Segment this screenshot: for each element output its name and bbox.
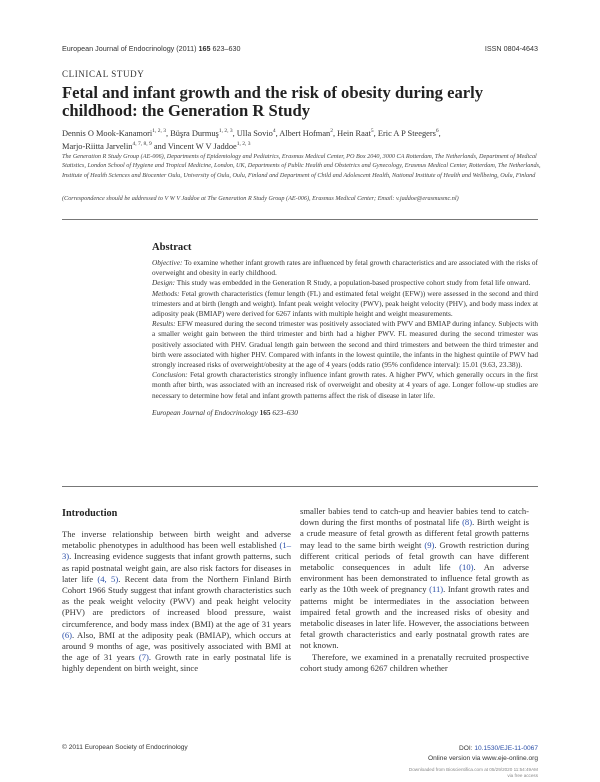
divider-top	[62, 219, 538, 220]
intro-paragraph-2: Therefore, we examined in a prenatally recruited prospective cohort study among 6267 children whether	[300, 651, 529, 673]
abstract-objective: Objective: To examine whether infant growth rates are influenced by fetal growth characteristics and are associated with the risks of overweight and obesity in early childhood.	[152, 258, 538, 278]
ref-link[interactable]: (10)	[459, 562, 474, 573]
footer-copyright: © 2011 European Society of Endocrinology	[62, 744, 188, 751]
abstract-design: Design: This study was embedded in the Generation R Study, a population-based prospective cohort study from fetal life onward.	[152, 278, 531, 288]
footer-doi-block: DOI: 10.1530/EJE-11-0067 Online version via www.eje-online.org	[428, 745, 538, 762]
abstract-conclusion: Conclusion: Fetal growth characteristics strongly influence infant growth rates. A higher PWV, which generally occurs in the first month after birth, was associated with an increased risk of overweight and obesity at 4 years of age. Longer follow-up studies are necessary to determine how fetal and infant growth patterns affect the risk of disease in later life.	[152, 370, 538, 400]
author-list: Dennis O Mook-Kanamori$^{1, 2, 3}$, Büşra Durmuş$^{1, 2, 3}$, Ulla Sovio$^4$, Albert Hofman$^2$, Hein Raat$^5$, Eric A P Steegers$^6$, Marjo-Riitta Jarvelin$^{4, 7, 8, 9}$ and Vincent W V Jaddoe$^{1, 2, 3}$	[62, 128, 441, 152]
download-stamp: Downloaded from Bioscientifica.com at 05/29/2020 11:54:49AM via free access	[408, 767, 538, 778]
correspondence-note: (Correspondence should be addressed to V W V Jaddoe at The Generation R Study Group (AE-006), Erasmus Medical Center; Email: v.jaddoe@erasmusmc.nl)	[62, 195, 459, 202]
intro-column-left: The inverse relationship between birth weight and adverse metabolic phenotypes in adulthood has been well established (1–3). Increasing evidence suggests that infant growth patterns, such as rapid postnatal weight gain, are also risk factors for diseases in later life (4, 5). Recent data from the Northern Finland Birth Cohort 1966 Study suggest that infant growth characteristics such as the peak weight velocity (PWV) and peak height velocity (PHV) are predictors of increased blood pressure, waist circumference, and body mass index (BMI) at the age of 31 years (6). Also, BMI at the adiposity peak (BMIAP), which occurs at around 9 months of age, was positively associated with BMI at the age of 31 years (7). Growth rate in early postnatal life is highly dependent on birth weight, since	[62, 529, 292, 674]
ref-link[interactable]: (8)	[462, 517, 473, 528]
abstract-block	[152, 242, 538, 418]
running-header-issn: ISSN 0804-4643	[484, 44, 538, 53]
divider-bottom	[62, 486, 538, 487]
abstract-heading: Abstract	[152, 242, 192, 253]
article-title: Fetal and infant growth and the risk of obesity during early childhood: the Generation R Study	[62, 83, 484, 120]
running-header-journal: European Journal of Endocrinology (2011) 165 623–630	[62, 44, 241, 53]
ref-link[interactable]: (7)	[138, 652, 149, 663]
affiliations: The Generation R Study Group (AE-006), Departments of Epidemiology and Pediatrics, Erasmus Medical Center, PO Box 2040, 3000 CA Rotterdam, The Netherlands, Department of Medical Statistics, London School of Hygiene and Tropical Medicine, London, UK, Departments of Public Health and Obstetrics and Gynecology, Erasmus Medical Center, Rotterdam, The Netherlands, Institute of Health Sciences and Biocenter Oulu, University of Oulu, Oulu, Finland and Department of Child and Adolescent Health, National Institute of Health and Wellbeing, Oulu, Finland	[62, 153, 541, 179]
abstract-citation: European Journal of Endocrinology 165 623–630	[152, 407, 298, 417]
intro-column-right: smaller babies tend to catch-up and heavier babies tend to catch-down during the first months of postnatal life (8). Birth weight is a crude measure of fetal growth as different fetal growth patterns may lead to the same birth weight (9). Growth restriction during different critical periods of fetal growth can have different metabolic consequences in adult life (10). An adverse environment has been demonstrated to influence fetal growth as early as the 10th week of pregnancy (11). Infant growth rates and patterns might be intermediates in the association between impaired fetal growth and the increased risks of obesity and metabolic diseases in later life. However, the associations between fetal growth characteristics and early postnatal growth rates are not known. Therefore, we examined in a prenatally recruited prospective cohort study among 6267 children whether	[300, 506, 529, 673]
abstract-methods: Methods: Fetal growth characteristics (femur length (FL) and estimated fetal weight (EFW)) were assessed in the second and third trimesters and at birth (length and weight). Infant peak weight velocity (PWV), peak height velocity (PHV), and body mass index at adiposity peak (BMIAP) were derived for 6267 infants with multiple height and weight measurements.	[152, 288, 538, 319]
ref-link[interactable]: (11)	[429, 584, 444, 595]
introduction-heading: Introduction	[62, 508, 118, 519]
ref-link[interactable]: (4, 5)	[97, 573, 119, 584]
ref-link[interactable]: (6)	[62, 629, 73, 640]
abstract-results: Results: EFW measured during the second trimester was positively associated with PWV and BMIAP during infancy. Subjects with a smaller weight gain between the third trimester and birth had a higher PWV. FL measured during the second trimester was positively associated with PHV. Gradual length gain between the second and third trimesters and between the third trimester and birth were associated with higher PHV. Compared with infants in the lowest quintile, the infants in the highest quintile of PWV had strongly increased risks of overweight/obesity at the age of 4 years (odds ratio (95% confidence interval): 15.01 (9.63, 23.38)).	[152, 319, 538, 370]
header-volume: 165	[198, 44, 211, 53]
ref-link[interactable]: (9)	[424, 539, 435, 550]
section-label: CLINICAL STUDY	[62, 69, 145, 79]
ref-link[interactable]: (1–3)	[62, 540, 291, 562]
online-version: Online version via www.eje-online.org	[428, 754, 538, 762]
header-pages: 623–630	[212, 44, 241, 53]
doi-link[interactable]: 10.1530/EJE-11-0067	[474, 745, 538, 752]
